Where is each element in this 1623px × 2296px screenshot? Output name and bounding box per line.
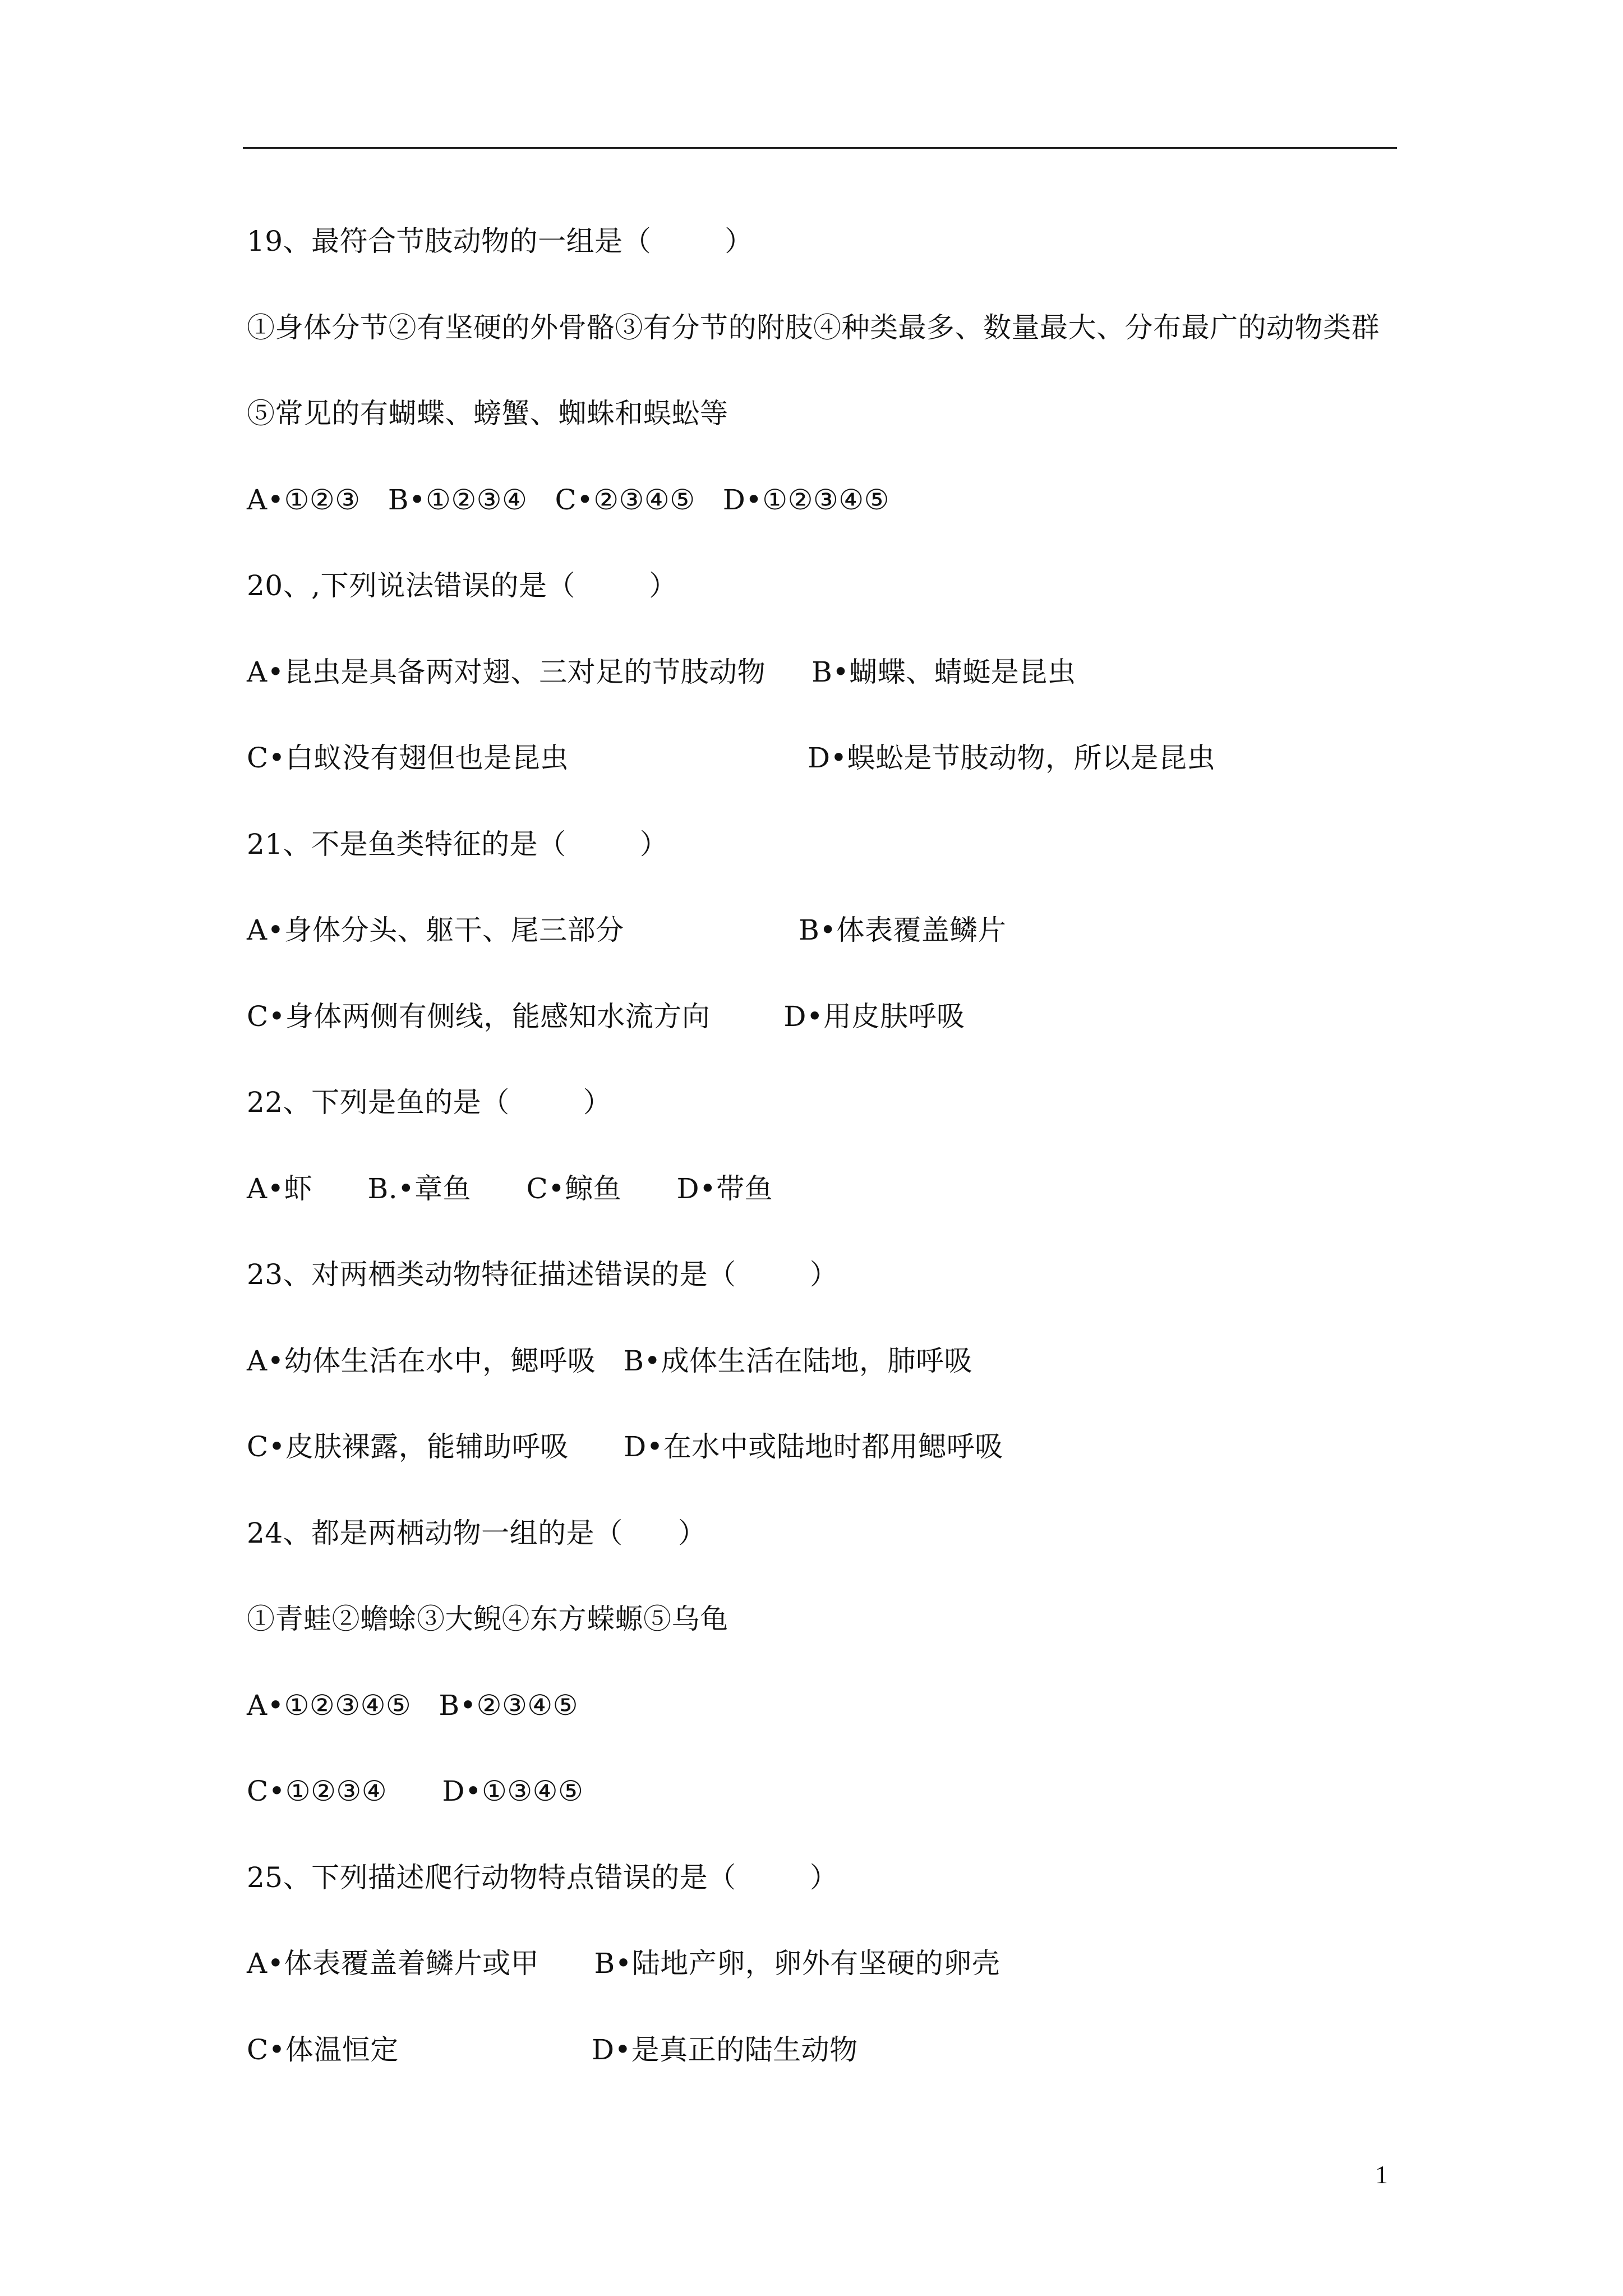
question-19-options: A•①②③ B•①②③④ C•②③④⑤ D•①②③④⑤ xyxy=(247,483,889,516)
question-23-options-cd: C•皮肤裸露，能辅助呼吸 D•在水中或陆地时都用鳃呼吸 xyxy=(247,1430,1003,1463)
question-23-options-ab: A•幼体生活在水中，鳃呼吸 B•成体生活在陆地，肺呼吸 xyxy=(247,1344,973,1377)
question-22-options: A•虾 B.•章鱼 C•鲸鱼 D•带鱼 xyxy=(247,1172,773,1205)
question-24-items: ①青蛙②蟾蜍③大鲵④东方蝾螈⑤乌龟 xyxy=(247,1603,728,1635)
question-20-stem: 20、,下列说法错误的是（ ） xyxy=(247,569,677,602)
question-19-statements-cont: ⑤常见的有蝴蝶、螃蟹、蜘蛛和蜈蚣等 xyxy=(247,397,728,430)
question-24-stem: 24、都是两栖动物一组的是（ ） xyxy=(247,1516,707,1549)
question-24-options-cd: C•①②③④ D•①③④⑤ xyxy=(247,1775,584,1807)
question-21-stem: 21、不是鱼类特征的是（ ） xyxy=(247,827,668,861)
question-21-options-ab: A•身体分头、躯干、尾三部分 B•体表覆盖鳞片 xyxy=(247,914,1007,946)
question-25-options-ab: A•体表覆盖着鳞片或甲 B•陆地产卵，卵外有坚硬的卵壳 xyxy=(247,1947,1000,1980)
question-21-options-cd: C•身体两侧有侧线，能感知水流方向 D•用皮肤呼吸 xyxy=(247,1000,965,1033)
question-22-stem: 22、下列是鱼的是（ ） xyxy=(247,1086,612,1119)
page-number: 1 xyxy=(1375,2160,1388,2189)
question-24-options-ab: A•①②③④⑤ B•②③④⑤ xyxy=(247,1688,578,1722)
question-25-stem: 25、下列描述爬行动物特点错误的是（ ） xyxy=(247,1861,838,1894)
question-list xyxy=(247,219,1402,2113)
question-19-statements: ①身体分节②有坚硬的外骨骼③有分节的附肢④种类最多、数量最大、分布最广的动物类群 xyxy=(247,311,1380,344)
question-20-options-ab: A•昆虫是具备两对翅、三对足的节肢动物 B•蝴蝶、蜻蜓是昆虫 xyxy=(247,655,1076,688)
question-23-stem: 23、对两栖类动物特征描述错误的是（ ） xyxy=(247,1258,838,1291)
question-25-options-cd: C•体温恒定 D•是真正的陆生动物 xyxy=(247,2033,858,2066)
header-rule xyxy=(243,147,1397,149)
question-20-options-cd: C•白蚁没有翅但也是昆虫 D•蜈蚣是节肢动物，所以是昆虫 xyxy=(247,742,1216,774)
question-19-stem: 19、最符合节肢动物的一组是（ ） xyxy=(247,225,753,257)
